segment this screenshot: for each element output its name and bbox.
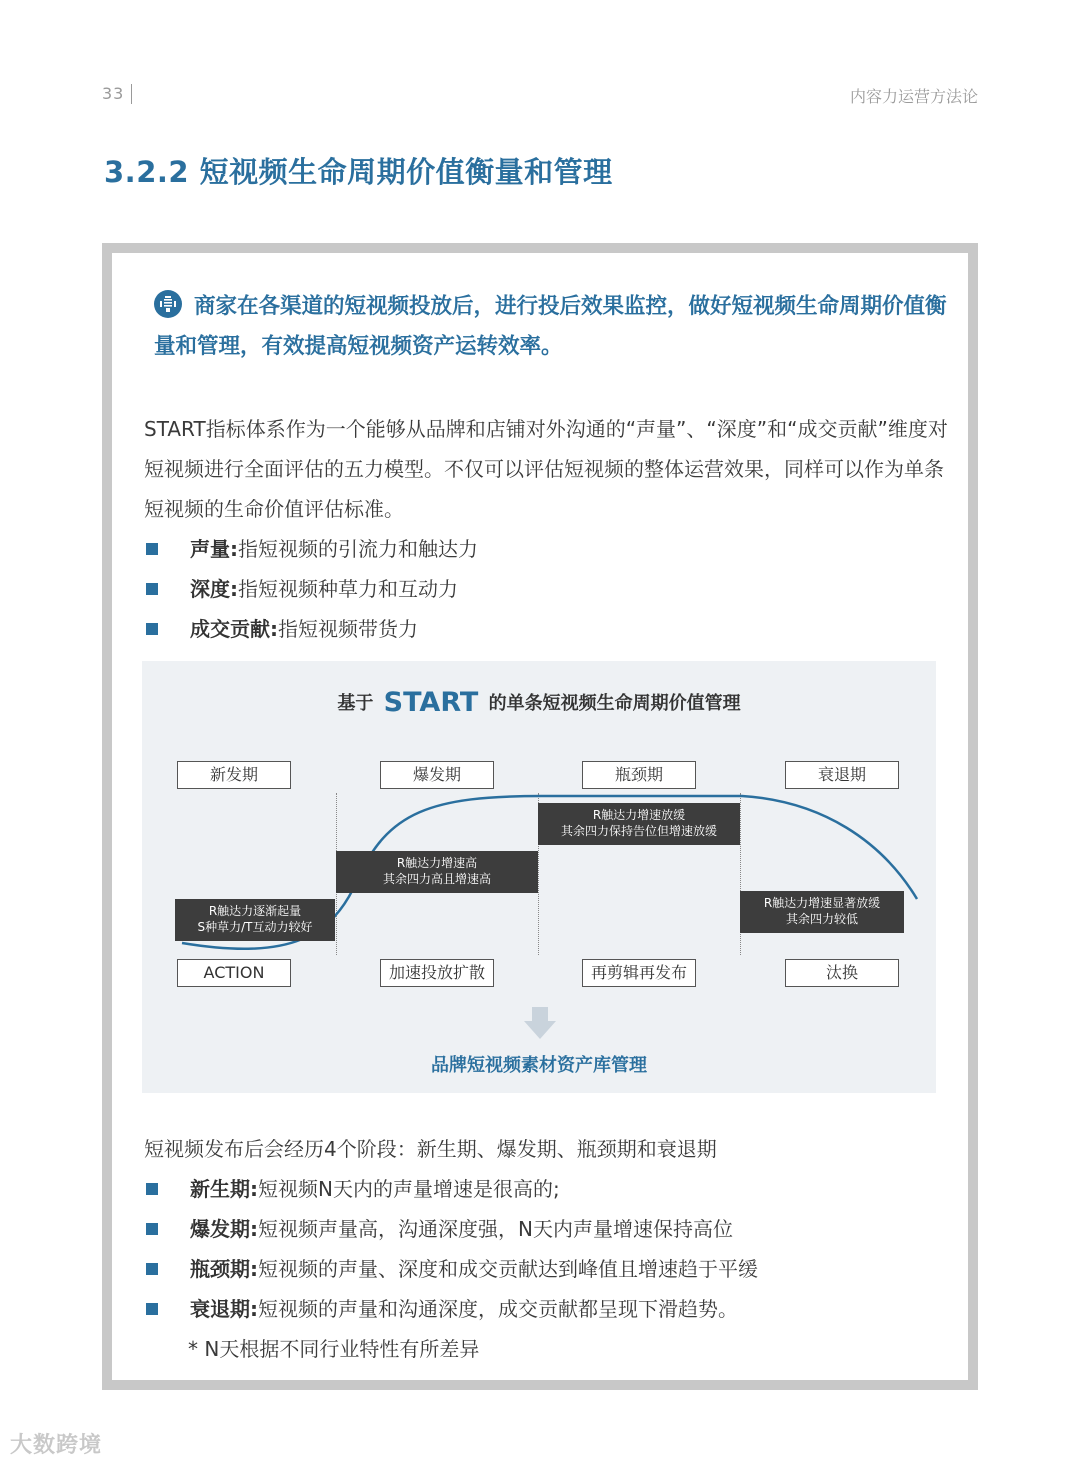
callout — [154, 287, 954, 367]
asset-library-label: 品牌短视频素材资产库管理 — [431, 1055, 647, 1076]
list-item-desc: 短视频声量高，沟通深度强，N天内声量增速保持高位 — [258, 1217, 733, 1241]
watermark: 大数跨境 — [10, 1433, 103, 1458]
list-item — [146, 569, 478, 609]
phase-decline: 衰退期 — [785, 761, 899, 789]
diagram-title-suffix: 的单条短视频生命周期价值管理 — [488, 693, 741, 714]
down-arrow-icon — [522, 1005, 558, 1041]
dimension-list — [146, 529, 478, 649]
phase-note-line: 其余四力较低 — [785, 912, 858, 926]
bullet-square-icon — [146, 1223, 158, 1235]
footnote: * N天根据不同行业特性有所差异 — [188, 1337, 480, 1361]
list-item-desc: 短视频N天内的声量增速是很高的; — [258, 1177, 560, 1201]
phase-note-line: S种草力/T互动力较好 — [197, 920, 313, 934]
list-item-desc: 指短视频种草力和互动力 — [238, 577, 458, 601]
running-title: 内容力运营方法论 — [849, 87, 978, 106]
list-item-term: 声量: — [190, 537, 238, 561]
action-start: ACTION — [177, 959, 291, 987]
phase-note-line: R触达力增速高 — [396, 856, 478, 870]
bullet-square-icon — [146, 623, 158, 635]
diagram-title-brand: START — [383, 687, 479, 718]
action-replace: 汰换 — [785, 959, 899, 987]
bullet-square-icon — [146, 583, 158, 595]
page-number-separator — [131, 84, 132, 104]
list-item-desc: 指短视频带货力 — [278, 617, 418, 641]
phase-note-line: R触达力逐渐起量 — [208, 904, 302, 918]
phase-note-line: R触达力增速放缓 — [592, 808, 686, 822]
section-title: 3.2.2 短视频生命周期价值衡量和管理 — [104, 155, 613, 189]
info-badge-icon — [154, 290, 182, 318]
list-item-desc: 短视频的声量、深度和成交贡献达到峰值且增速趋于平缓 — [258, 1257, 758, 1281]
stages-intro: 短视频发布后会经历4个阶段：新生期、爆发期、瓶颈期和衰退期 — [144, 1137, 717, 1161]
list-item — [146, 1249, 758, 1289]
action-reedit: 再剪辑再发布 — [582, 959, 696, 987]
bullet-square-icon — [146, 1183, 158, 1195]
list-item-desc: 指短视频的引流力和触达力 — [238, 537, 478, 561]
list-item — [146, 1209, 758, 1249]
bullet-square-icon — [146, 1303, 158, 1315]
bullet-square-icon — [146, 543, 158, 555]
phase-note-box — [740, 891, 904, 933]
phase-burst: 爆发期 — [380, 761, 494, 789]
list-item-term: 瓶颈期: — [190, 1257, 258, 1281]
lifecycle-diagram — [142, 661, 936, 1093]
list-item-desc: 短视频的声量和沟通深度，成交贡献都呈现下滑趋势。 — [258, 1297, 738, 1321]
list-item — [146, 1289, 758, 1329]
phase-note-line: R触达力增速显著放缓 — [763, 896, 881, 910]
action-accelerate: 加速投放扩散 — [380, 959, 494, 987]
list-item-term: 新生期: — [190, 1177, 258, 1201]
phase-note-box — [538, 803, 740, 845]
list-item-term: 衰退期: — [190, 1297, 258, 1321]
phase-new: 新发期 — [177, 761, 291, 789]
list-item-term: 深度: — [190, 577, 238, 601]
bullet-square-icon — [146, 1263, 158, 1275]
list-item-term: 成交贡献: — [190, 617, 278, 641]
stage-list — [146, 1169, 758, 1329]
diagram-title-prefix: 基于 — [337, 693, 374, 714]
page-number: 33 — [102, 84, 125, 103]
list-item-term: 爆发期: — [190, 1217, 258, 1241]
list-item — [146, 529, 478, 569]
content-frame — [102, 243, 978, 1390]
list-item — [146, 609, 478, 649]
phase-note-box — [336, 851, 538, 893]
phase-bottleneck: 瓶颈期 — [582, 761, 696, 789]
list-item — [146, 1169, 758, 1209]
intro-paragraph: START指标体系作为一个能够从品牌和店铺对外沟通的“声量”、“深度”和“成交贡献”维度对短视频进行全面评估的五力模型。不仅可以评估短视频的整体运营效果，同样可以作为单条短视频的生命价值评估标准。 — [144, 417, 948, 521]
phase-note-line: 其余四力保持告位但增速放缓 — [560, 824, 717, 838]
phase-note-line: 其余四力高且增速高 — [382, 872, 491, 886]
phase-note-box — [175, 899, 335, 941]
callout-text: 商家在各渠道的短视频投放后，进行投后效果监控，做好短视频生命周期价值衡量和管理，有效提高短视频资产运转效率。 — [154, 294, 947, 359]
